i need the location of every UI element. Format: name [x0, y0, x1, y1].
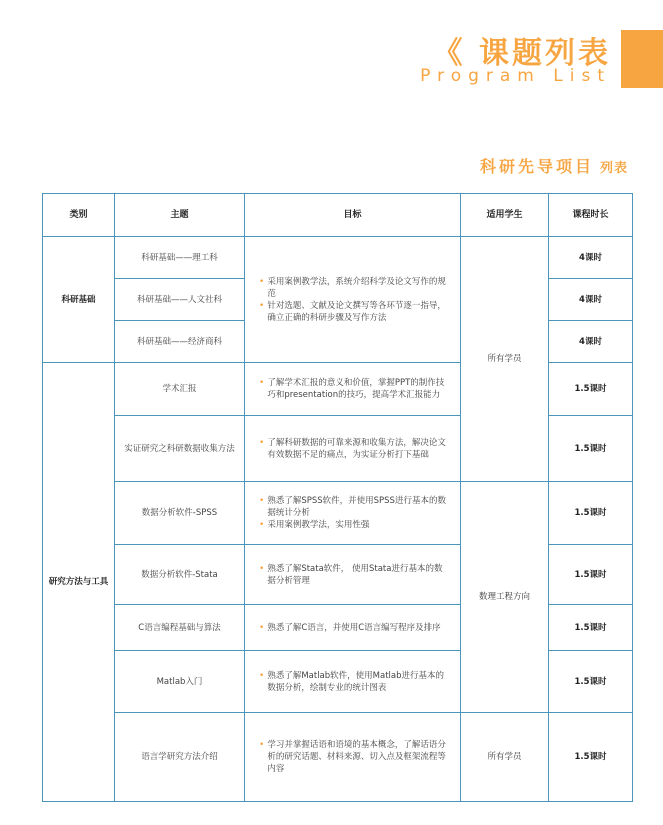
duration-cell: 1.5课时	[549, 605, 633, 651]
goal-bullet	[259, 563, 448, 587]
bullet-dot: •	[259, 300, 265, 311]
header-students: 适用学生	[461, 194, 549, 237]
goal-cell	[245, 605, 461, 651]
section-title-main: 科研先导项目	[479, 157, 594, 176]
table-row	[43, 713, 633, 802]
goal-cell	[245, 713, 461, 802]
table-header-row	[43, 194, 633, 237]
category-cell: 研究方法与工具	[43, 363, 115, 802]
header-goal: 目标	[245, 194, 461, 237]
students-cell: 所有学员	[461, 713, 549, 802]
goal-text: 熟悉了解SPSS软件，并使用SPSS进行基本的数据统计分析	[267, 496, 446, 518]
goal-text: 采用案例教学法，系统介绍科学及论文写作的规范	[267, 276, 446, 299]
topic-cell: 科研基础——人文社科	[115, 279, 245, 321]
duration-cell: 1.5课时	[549, 482, 633, 545]
header-category: 类别	[43, 194, 115, 237]
category-cell: 科研基础	[43, 237, 115, 363]
duration-cell: 1.5课时	[549, 416, 633, 482]
bullet-dot: •	[259, 670, 265, 681]
goal-bullet	[259, 622, 448, 634]
goal-text: 熟悉了解Matlab软件，使用Matlab进行基本的数据分析，绘制专业的统计图表	[267, 670, 444, 693]
bullet-dot: •	[259, 378, 265, 388]
goal-cell	[245, 545, 461, 605]
goal-cell	[245, 416, 461, 482]
topic-cell: 实证研究之科研数据收集方法	[115, 416, 245, 482]
goal-text: 熟悉了解Stata软件， 使用Stata进行基本的数据分析管理	[267, 563, 443, 586]
course-table	[42, 193, 633, 802]
goal-text: 学习并掌握话语和语境的基本概念，了解话语分析的研究话题、材料来源、切入点及框架流程等内容	[267, 740, 446, 774]
goal-bullet	[259, 739, 448, 775]
topic-cell: 数据分析软件-SPSS	[115, 482, 245, 545]
bullet-dot: •	[259, 740, 265, 750]
bullet-dot: •	[259, 520, 265, 530]
goal-bullet	[259, 300, 448, 324]
goal-bullet	[259, 437, 448, 461]
duration-cell: 1.5课时	[549, 545, 633, 605]
bullet-dot: •	[259, 563, 265, 574]
section-title	[480, 154, 628, 177]
topic-cell: 语言学研究方法介绍	[115, 713, 245, 802]
table-row	[43, 482, 633, 545]
goal-bullet	[259, 377, 448, 401]
goal-bullet	[259, 276, 448, 300]
topic-cell: 科研基础——理工科	[115, 237, 245, 279]
header-accent-block	[621, 30, 663, 88]
bullet-dot: •	[259, 496, 265, 506]
goal-text: 采用案例教学法，实用性强	[267, 520, 370, 530]
topic-cell: Matlab入门	[115, 651, 245, 713]
goal-text: 了解学术汇报的意义和价值，掌握PPT的制作技巧和presentation的技巧，提高学术汇报能力	[267, 378, 445, 400]
header-topic: 主题	[115, 194, 245, 237]
students-cell: 数理工程方向	[461, 482, 549, 713]
bullet-dot: •	[259, 276, 265, 287]
bullet-dot: •	[259, 437, 265, 448]
topic-cell: 科研基础——经济商科	[115, 321, 245, 363]
goal-bullet	[259, 670, 448, 694]
bullet-dot: •	[259, 622, 265, 633]
students-cell: 所有学员	[461, 237, 549, 482]
goal-cell	[245, 237, 461, 363]
topic-cell: 学术汇报	[115, 363, 245, 416]
page-title: 《 课题列表	[432, 36, 611, 71]
duration-cell: 4课时	[549, 237, 633, 279]
goal-bullet	[259, 519, 448, 531]
goal-cell	[245, 482, 461, 545]
duration-cell: 1.5课时	[549, 363, 633, 416]
table-row	[43, 237, 633, 279]
goal-cell	[245, 651, 461, 713]
duration-cell: 4课时	[549, 279, 633, 321]
topic-cell: 数据分析软件-Stata	[115, 545, 245, 605]
duration-cell: 1.5课时	[549, 651, 633, 713]
goal-bullet	[259, 495, 448, 519]
topic-cell: C语言编程基础与算法	[115, 605, 245, 651]
goal-text: 了解科研数据的可靠来源和收集方法，解决论文有效数据不足的痛点，为实证分析打下基础	[267, 437, 446, 460]
goal-cell	[245, 363, 461, 416]
goal-text: 针对选题、文献及论文撰写等各环节逐一指导，确立正确的科研步骤及写作方法	[267, 300, 446, 323]
duration-cell: 4课时	[549, 321, 633, 363]
page-subtitle: Program List	[420, 66, 611, 86]
duration-cell: 1.5课时	[549, 713, 633, 802]
header-duration: 课程时长	[549, 194, 633, 237]
goal-text: 熟悉了解C语言，并使用C语言编写程序及排序	[267, 622, 441, 633]
section-title-suffix: 列表	[599, 161, 628, 176]
